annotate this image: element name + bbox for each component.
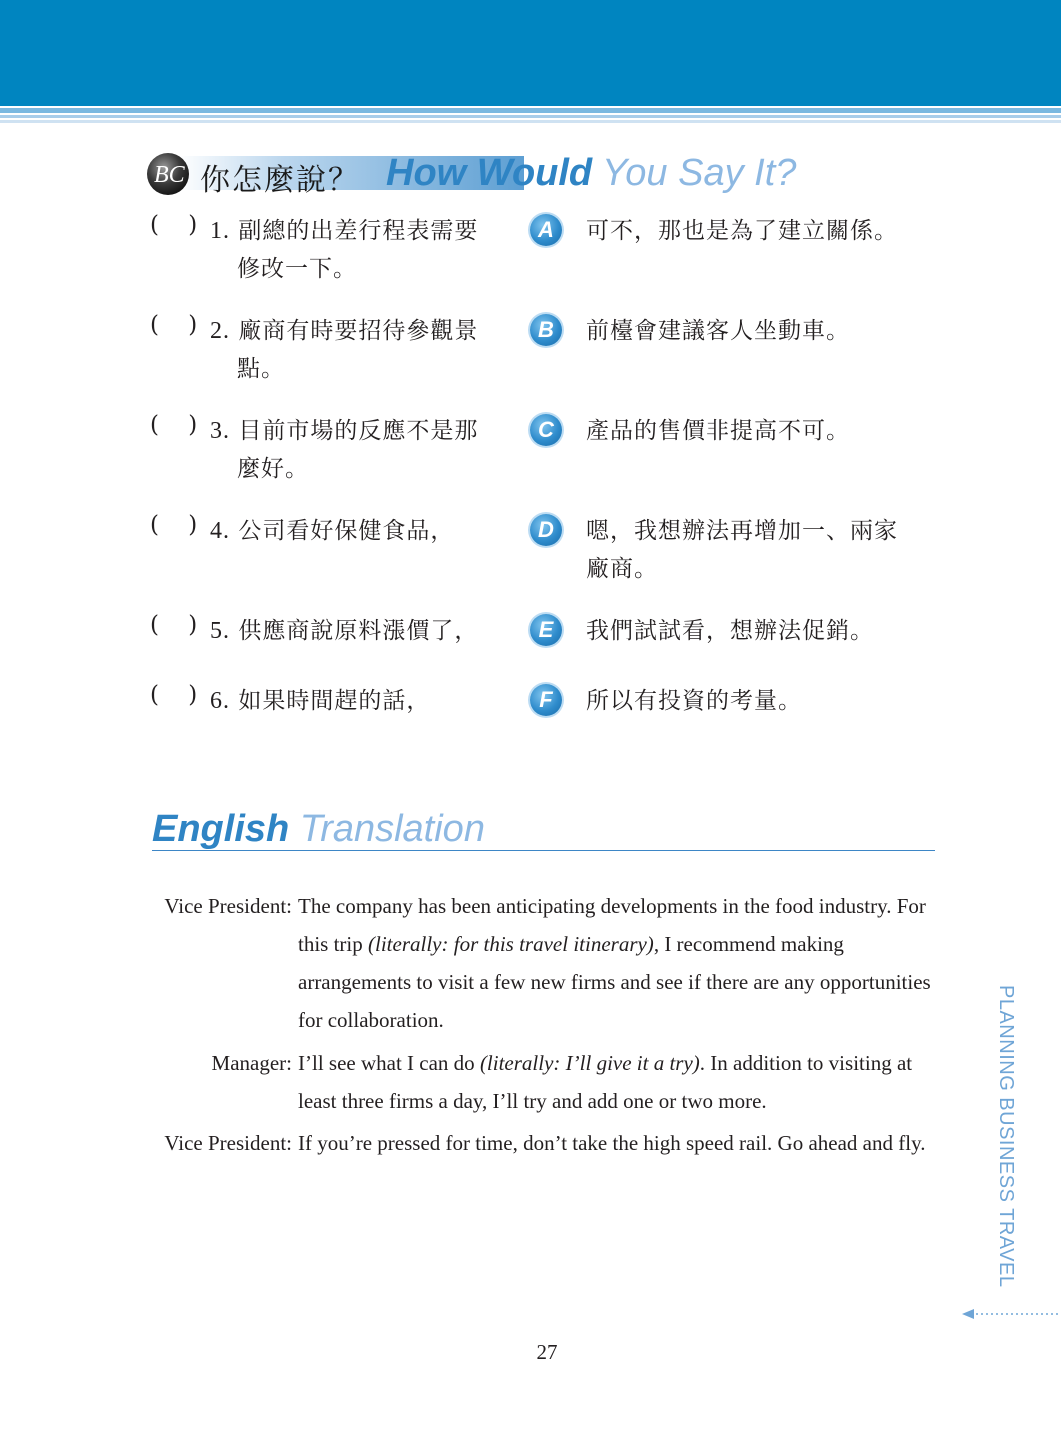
speech-part: If you’re pressed for time, don’t take the high speed rail. Go ahead and fly. [298, 1131, 926, 1155]
speaker-label: Manager: [211, 1051, 292, 1075]
question-line: 供應商說原料漲價了， [238, 618, 479, 644]
question-line: 廠商有時要招待參觀景 [238, 318, 479, 344]
question-line: 麼好。 [237, 456, 309, 482]
option-letter-badge: F [530, 684, 562, 716]
speaker-label: Vice President: [164, 1131, 292, 1155]
chapter-side-label-text: PLANNING BUSINESS TRAVEL [995, 985, 1017, 1288]
question-number: 1. [210, 218, 230, 244]
option-letter-badge: A [530, 214, 562, 246]
question-text [210, 312, 500, 388]
question-number: 5. [210, 618, 230, 644]
option-letter-badge: D [530, 514, 562, 546]
banner-stripe [0, 108, 1061, 113]
question-number: 2. [210, 318, 230, 344]
heading-bold-part: English [152, 808, 290, 850]
option-letter-badge: B [530, 314, 562, 346]
answer-line: 廠商。 [586, 556, 658, 582]
answer-line: 我們試試看，想辦法促銷。 [586, 618, 874, 644]
answer-line: 嗯，我想辦法再增加一、兩家 [586, 518, 898, 544]
answer-line: 可不，那也是為了建立關係。 [586, 218, 898, 244]
speaker-label: Vice President: [164, 894, 292, 918]
question-line: 副總的出差行程表需要 [238, 218, 479, 244]
speech-part: I’ll see what I can do [298, 1051, 480, 1075]
speech-part: The company has been anticipating developments in the food industry. For this trip [298, 894, 926, 956]
speech-part: , I recommend making arrangements to visit a few new firms and see if there are any opportunities for collaboration. [298, 932, 931, 1032]
answer-line: 所以有投資的考量。 [586, 688, 802, 714]
literal-note: (literally: I’ll give it a try) [479, 1051, 700, 1075]
banner-stripe [0, 115, 1061, 118]
left-arrow-icon [962, 1306, 1061, 1322]
option-letter-badge: C [530, 414, 562, 446]
question-text [210, 682, 500, 720]
question-number: 4. [210, 518, 230, 544]
question-line: 目前市場的反應不是那 [238, 418, 479, 444]
title-light-part: You Say It? [602, 152, 797, 194]
question-line: 修改一下。 [237, 256, 357, 282]
answer-blank[interactable]: ( ) [150, 682, 198, 708]
answer-line: 產品的售價非提高不可。 [586, 418, 850, 444]
option-letter-badge: E [530, 614, 562, 646]
title-bold-part: How Would [386, 152, 593, 194]
question-text [210, 412, 500, 488]
question-text [210, 612, 500, 650]
speech-text [298, 1124, 938, 1162]
speech-part: . In addition to visiting at least three firms a day, I’ll try and add one or two more. [298, 1051, 913, 1113]
page-number: 27 [536, 1340, 558, 1364]
heading-underline [152, 850, 935, 851]
chapter-side-label [993, 985, 1023, 1295]
answer-blank[interactable]: ( ) [150, 512, 198, 538]
literal-note: (literally: for this travel itinerary) [368, 932, 654, 956]
answer-blank[interactable]: ( ) [150, 412, 198, 438]
answer-blank[interactable]: ( ) [150, 612, 198, 638]
question-number: 3. [210, 418, 230, 444]
answer-line: 前檯會建議客人坐動車。 [586, 318, 850, 344]
speech-text [298, 887, 938, 1039]
zh-section-title: 你怎麼說？ [200, 163, 360, 198]
answer-text [586, 412, 946, 450]
question-line: 點。 [237, 356, 285, 382]
english-translation-heading [152, 808, 485, 851]
question-text [210, 512, 500, 550]
answer-text [586, 612, 946, 650]
en-section-title [386, 152, 796, 195]
speech-text [298, 1044, 938, 1120]
answer-text [586, 512, 946, 588]
answer-text [586, 312, 946, 350]
banner-stripe [0, 120, 1061, 123]
bc-logo-icon [146, 152, 190, 196]
answer-text [586, 212, 946, 250]
answer-blank[interactable]: ( ) [150, 312, 198, 338]
logo-text: BC [154, 162, 185, 188]
question-line: 如果時間趕的話， [238, 688, 431, 714]
question-text [210, 212, 500, 288]
answer-text [586, 682, 946, 720]
answer-blank[interactable]: ( ) [150, 212, 198, 238]
heading-light-part: Translation [299, 808, 485, 850]
question-line: 公司看好保健食品， [238, 518, 455, 544]
top-banner [0, 0, 1061, 106]
question-number: 6. [210, 688, 230, 714]
